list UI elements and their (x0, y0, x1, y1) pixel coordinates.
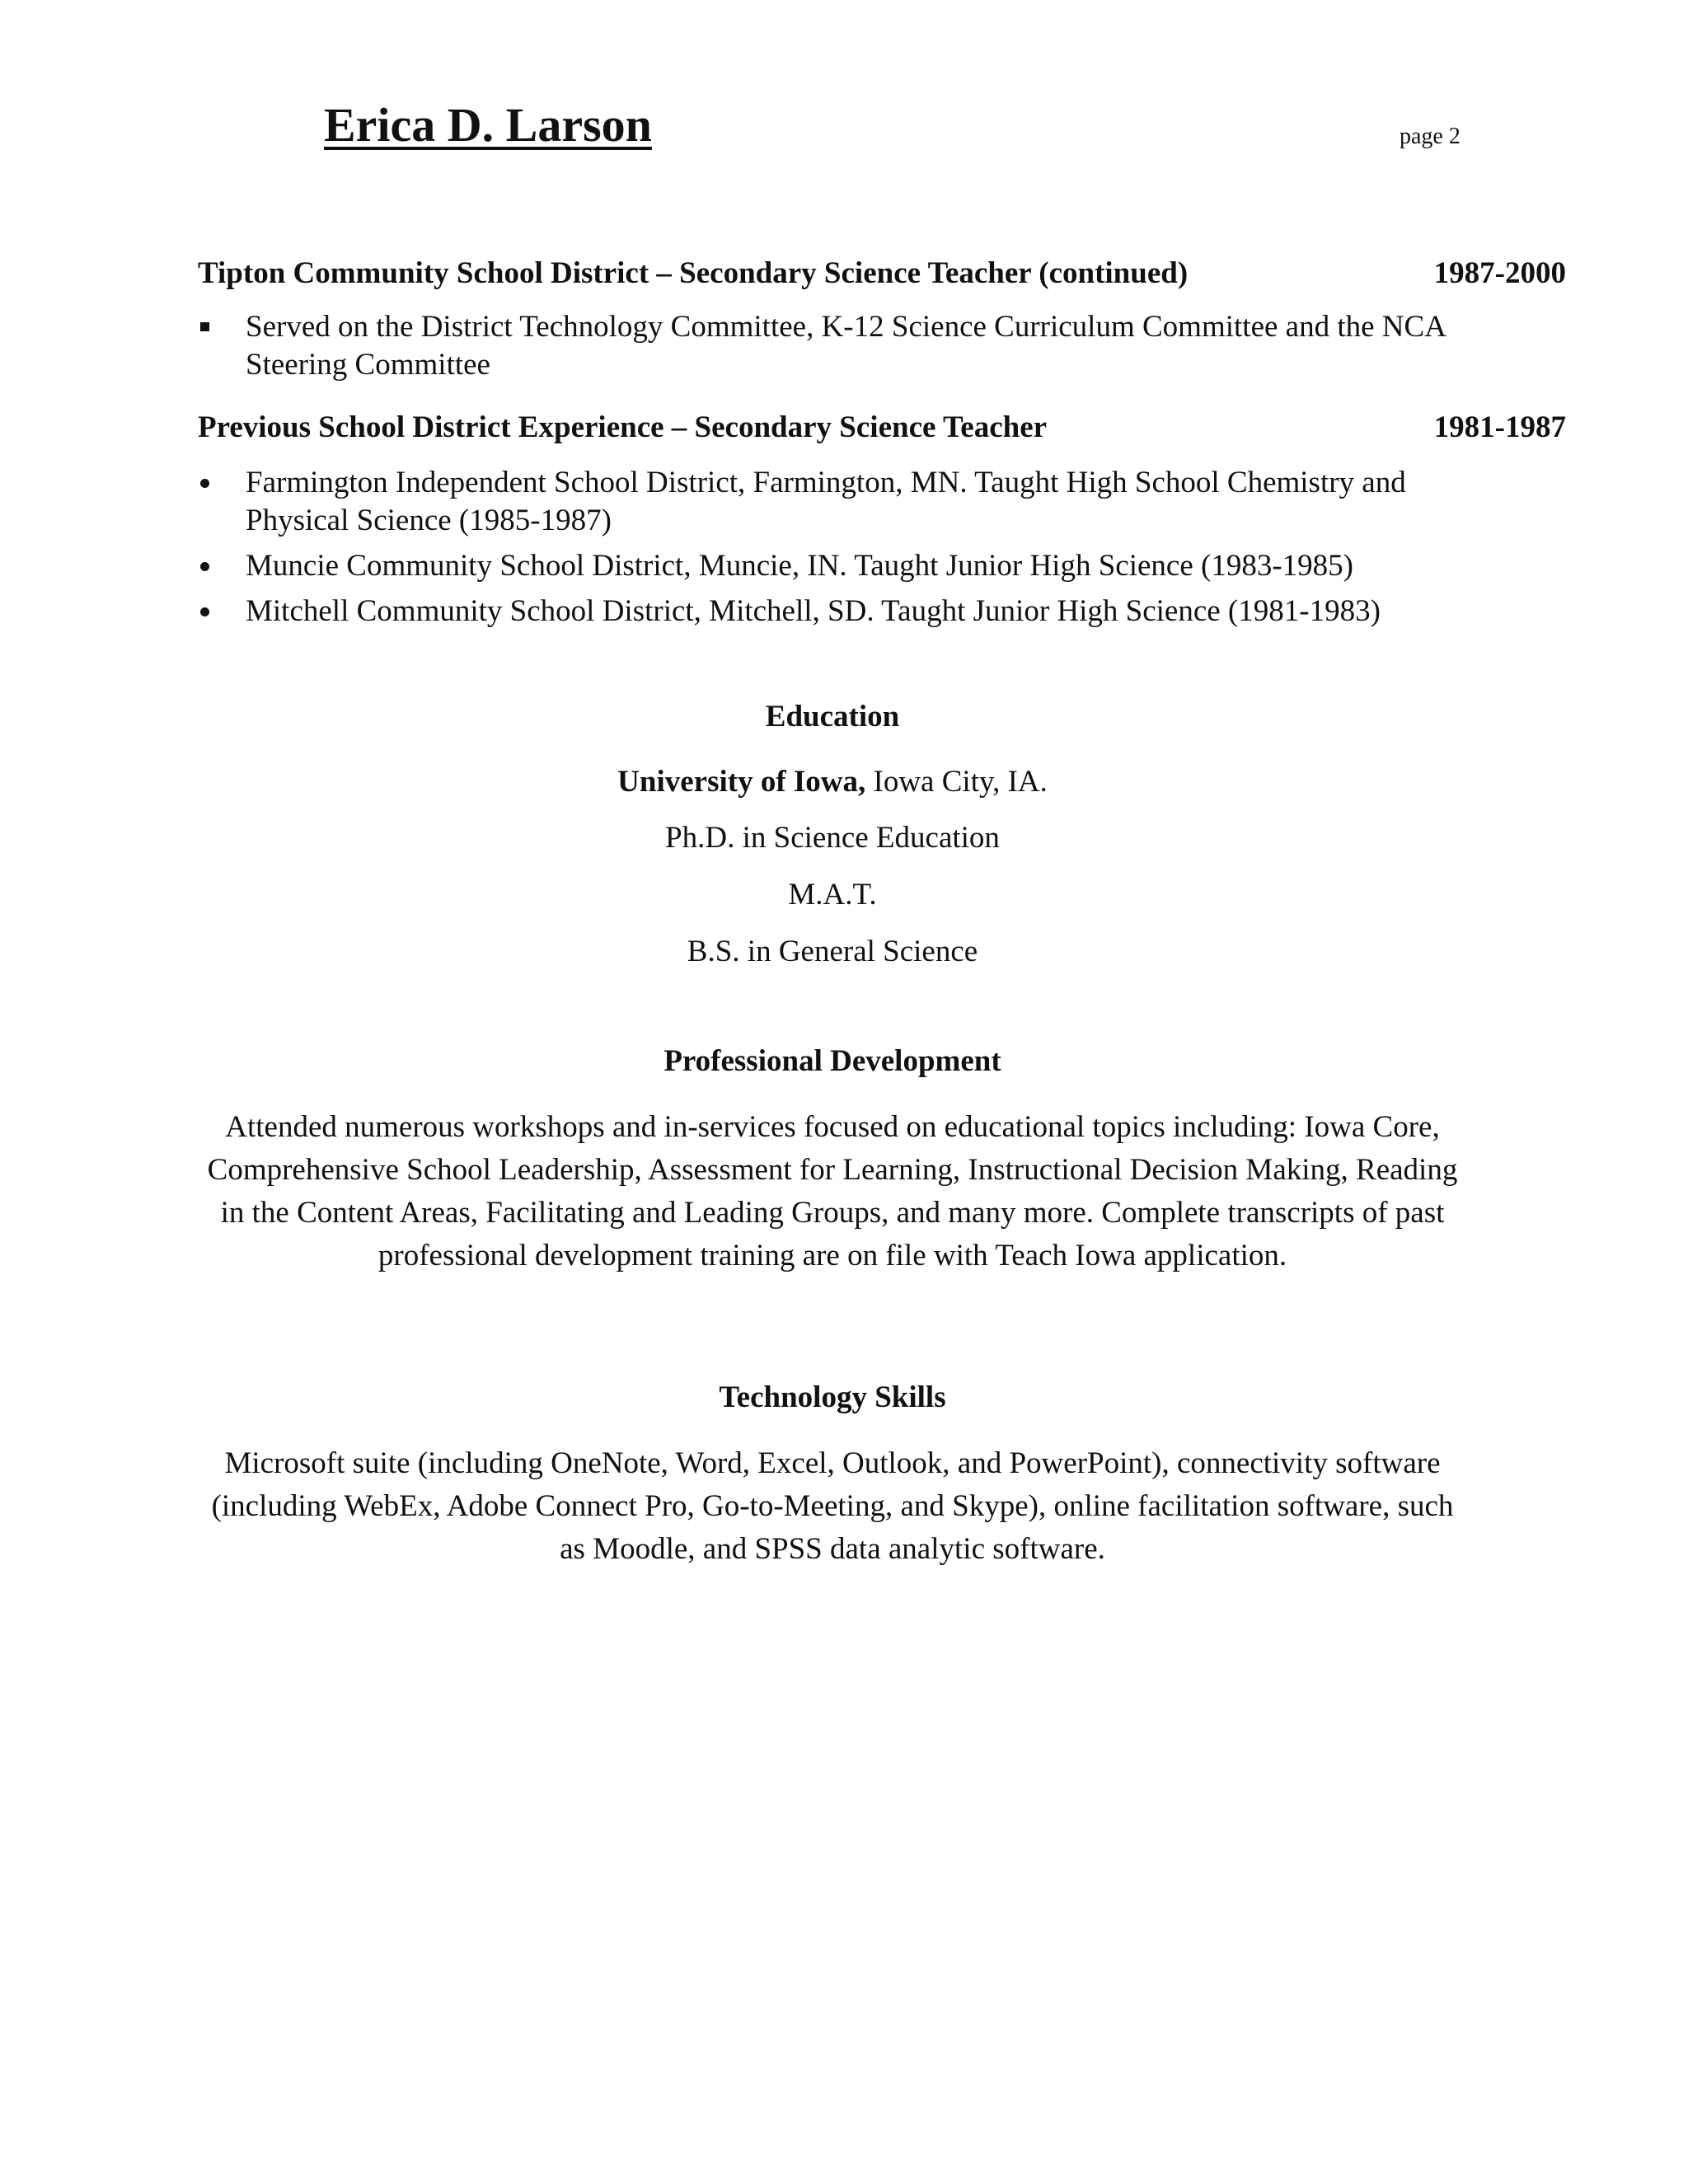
degree-mat: M.A.T. (788, 878, 877, 912)
professional-development-heading: Professional Development (663, 1044, 1001, 1078)
education-institution (0, 764, 1665, 799)
list-item (198, 547, 1475, 585)
technology-skills-text: Microsoft suite (including OneNote, Word, Excel, Outlook, and PowerPoint), connectivity software (including WebEx, Adobe Connect Pro, Go-to-Meeting, and Skype), online facilitation software, such as Moodle, and SPSS data analytic software. (211, 1446, 1454, 1566)
job-years: 1981-1987 (1433, 410, 1566, 444)
institution-name: University of Iowa, (617, 765, 866, 799)
job-years: 1987-2000 (1433, 256, 1566, 290)
list-item (198, 464, 1475, 540)
degree-phd: Ph.D. in Science Education (665, 821, 1000, 855)
degree-bs: B.S. in General Science (687, 935, 978, 968)
job-duties-previous (198, 464, 1475, 638)
list-item-text: Muncie Community School District, Muncie, IN. Taught Junior High Science (1983-1985) (246, 549, 1353, 583)
job-title: Previous School District Experience – Secondary Science Teacher (198, 410, 1048, 444)
job-duties-tipton (198, 308, 1475, 391)
professional-development-text: Attended numerous workshops and in-services focused on educational topics including: Iowa Core, Comprehensive School Leadership, Assessment for Learning, Instructional Decision Making, Reading in the Content Areas, Facilitating and Leading Groups, and many more. Complete transcripts of past professional development training are on file with Teach Iowa application. (207, 1110, 1458, 1272)
list-item-text: Served on the District Technology Committee, K-12 Science Curriculum Committee and the NCA Steering Committee (246, 310, 1445, 382)
job-title: Tipton Community School District – Secondary Science Teacher (continued) (198, 256, 1189, 290)
list-item-text: Mitchell Community School District, Mitchell, SD. Taught Junior High Science (1981-1983) (246, 594, 1381, 628)
institution-location: Iowa City, IA. (865, 765, 1048, 799)
list-item (198, 308, 1475, 384)
page-number: page 2 (1400, 124, 1461, 149)
list-item-text: Farmington Independent School District, Farmington, MN. Taught High School Chemistry and Physical Science (1985-1987) (246, 466, 1406, 537)
list-item (198, 593, 1475, 630)
education-heading: Education (765, 700, 900, 733)
candidate-name: Erica D. Larson (324, 98, 652, 152)
technology-skills-heading: Technology Skills (719, 1380, 946, 1414)
